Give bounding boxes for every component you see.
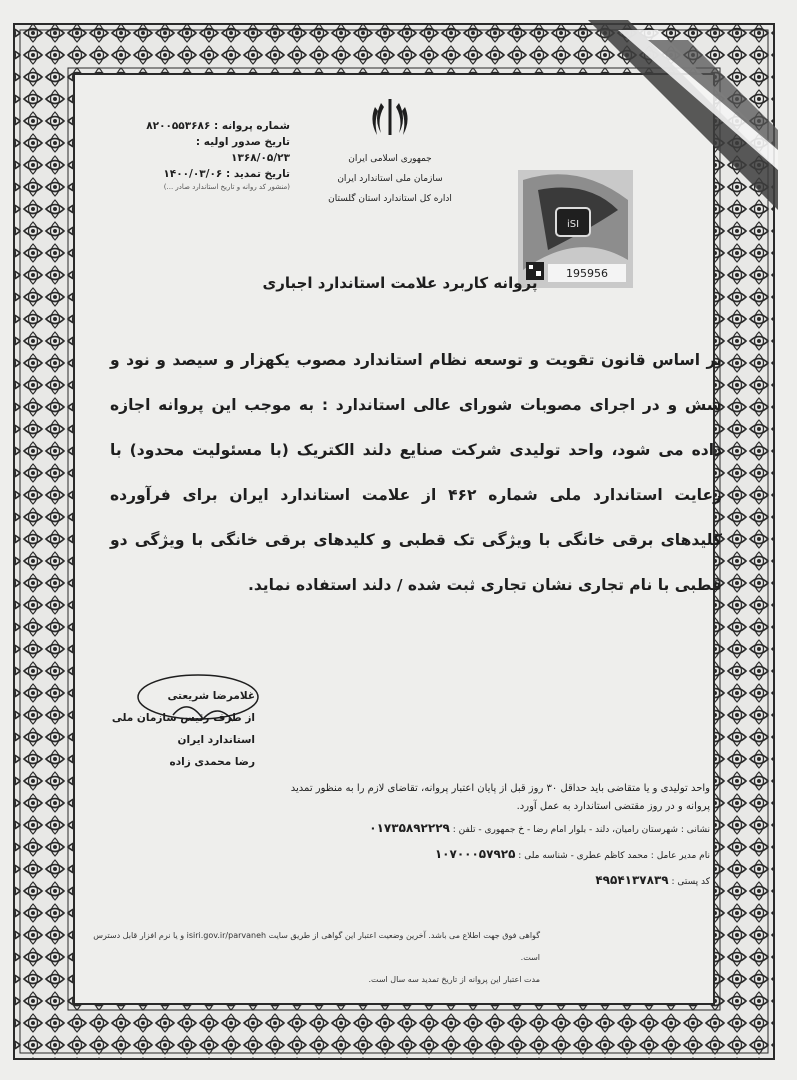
address-label: نشانی : xyxy=(680,825,710,835)
signature-oval xyxy=(133,667,263,727)
issue-date-label: تاریخ صدور اولیه : xyxy=(195,136,290,148)
postal-code: ۴۹۵۴۱۳۷۸۳۹ xyxy=(595,873,669,887)
renewal-date-row xyxy=(140,166,290,182)
header-line3: اداره کل استاندارد استان گلستان xyxy=(328,194,452,204)
address-row xyxy=(270,816,710,842)
license-meta xyxy=(140,118,290,192)
svg-text:iSI: iSI xyxy=(566,219,580,230)
signer-authority: از طرف رئیس سازمان ملی استاندارد ایران xyxy=(111,712,255,746)
header-line1: جمهوری اسلامی ایران xyxy=(348,154,432,164)
iran-emblem-icon xyxy=(367,95,413,141)
manager: محمد کاظم عطری - شناسه ملی : xyxy=(518,851,648,861)
header-line2: سازمان ملی استاندارد ایران xyxy=(337,174,443,184)
signer-name: غلامرضا شریعتی xyxy=(167,690,255,702)
issue-date: ۱۳۶۸/۰۵/۲۳ xyxy=(231,152,290,164)
signature-block xyxy=(105,685,255,773)
license-number-row xyxy=(140,118,290,134)
footer-info xyxy=(270,780,710,894)
bottom-notes xyxy=(90,925,540,991)
license-number: ۸۲۰۰۵۵۳۶۸۶ xyxy=(146,120,211,132)
emblem-block xyxy=(325,95,455,209)
postal-row xyxy=(270,868,710,894)
stamp-serial: 195956 xyxy=(566,267,608,280)
issue-date-row xyxy=(140,134,290,166)
validity-period: مدت اعتبار این پروانه از تاریخ تمدید سه سال است. xyxy=(368,975,540,984)
validity-note: واحد تولیدی و یا متقاضی باید حداقل ۳۰ روز قبل از پایان اعتبار پروانه، تقاضای لازم را به منظور تمدید پروانه و در روز مقتضی استاندارد به عمل آورد. xyxy=(290,783,710,812)
certificate-content xyxy=(80,80,722,1000)
address: شهرستان رامیان، دلند - بلوار امام رضا - خ جمهوری - تلفن : xyxy=(452,825,678,835)
national-id: ۱۰۷۰۰۰۵۷۹۲۵ xyxy=(434,847,516,861)
manager-label: نام مدیر عامل : xyxy=(650,851,710,861)
manager-row xyxy=(270,842,710,868)
postal-label: کد پستی : xyxy=(671,877,710,887)
renewal-date-label: تاریخ تمدید : xyxy=(225,168,290,180)
phone: ۰۱۷۳۵۸۹۲۲۲۹ xyxy=(369,821,450,835)
certificate-body: بر اساس قانون تقویت و توسعه نظام استاندارد مصوب یکهزار و سیصد و نود و شش و در اجرای مصوبات شورای عالی استاندارد : به موجب این پروانه اجازه داده می شود، واحد تولیدی شرکت صنایع دلند الکتریک (با مسئولیت محدود) با رعایت استاندارد ملی شماره ۴۶۲ از علامت استاندارد ایران برای فرآورده کلیدهای برقی خانگی با ویژگی تک قطبی و کلیدهای برقی خانگی با ویژگی دو قطبی با نام تجاری نشان تجاری ثبت شده / دلند استفاده نماید. xyxy=(110,351,722,594)
license-number-label: شماره پروانه : xyxy=(214,120,290,132)
hologram-stamp xyxy=(518,170,633,288)
inquiry-note: گواهی فوق جهت اطلاع می باشد. آخرین وضعیت اعتبار این گواهی از طریق سایت isiri.gov.ir/parvaneh و یا نرم افزار قابل دسترس است. xyxy=(93,931,540,962)
certificate-title: پروانه کاربرد علامت استاندارد اجباری xyxy=(262,274,538,292)
faint-note: (منشور کد روانه و تاریخ استاندارد صادر ...) xyxy=(163,183,290,191)
renewal-date: ۱۴۰۰/۰۳/۰۶ xyxy=(163,168,223,180)
signer2-name: رضا محمدی زاده xyxy=(169,756,255,768)
